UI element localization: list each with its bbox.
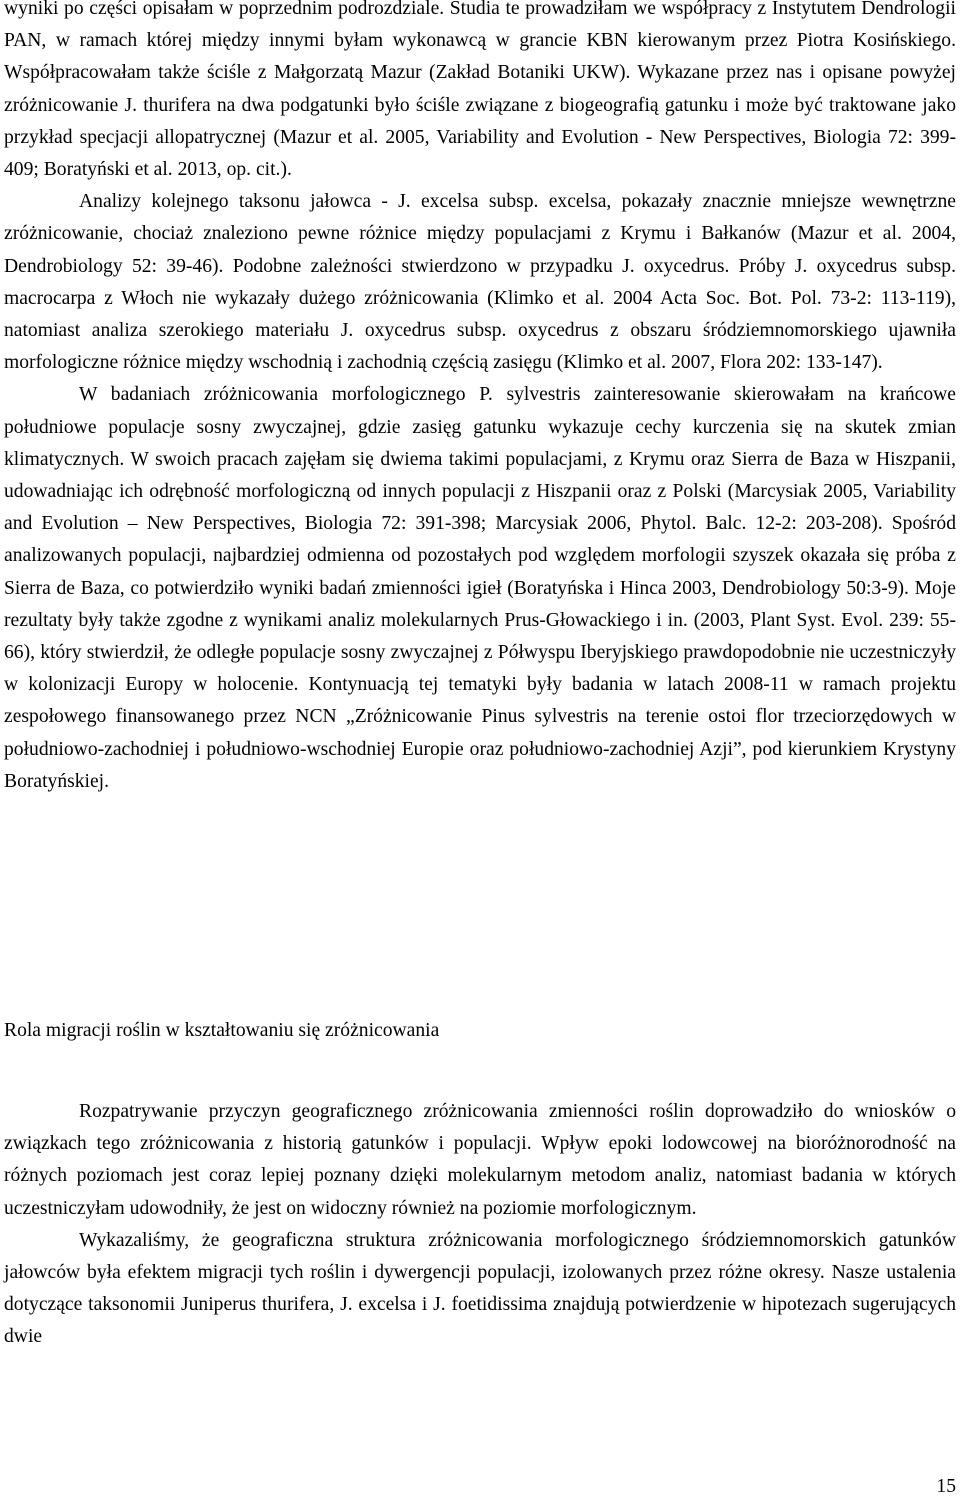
page-number: 15 [936, 1476, 956, 1497]
body-text-bottom [4, 1096, 956, 1354]
section-heading: Rola migracji roślin w kształtowaniu się zróżnicowania [4, 1020, 440, 1041]
paragraph: wyniki po części opisałam w poprzednim podrozdziale. Studia te prowadziłam we współpracy z Instytutem Dendrologii PAN, w ramach której między innymi byłam wykonawcą w grancie KBN kierowanym przez Piotra Kosińskiego. Współpracowałam także ściśle z Małgorzatą Mazur (Zakład Botaniki UKW). Wykazane przez nas i opisane powyżej zróżnicowanie J. thurifera na dwa podgatunki było ściśle związane z biogeografią gatunku i może być traktowane jako przykład specjacji allopatrycznej (Mazur et al. 2005, Variability and Evolution - New Perspectives, Biologia 72: 399-409; Boratyński et al. 2013, op. cit.). [4, 0, 956, 181]
paragraph: Rozpatrywanie przyczyn geograficznego zróżnicowania zmienności roślin doprowadziło do wniosków o związkach tego zróżnicowania z historią gatunków i populacji. Wpływ epoki lodowcowej na bioróżnorodność na różnych poziomach jest coraz lepiej poznany dzięki molekularnym metodom analiz, natomiast badania w których uczestniczyłam udowodniły, że jest on widoczny również na poziomie morfologicznym. [4, 1101, 956, 1219]
paragraph: Analizy kolejnego taksonu jałowca - J. excelsa subsp. excelsa, pokazały znacznie mniejsze wewnętrzne zróżnicowanie, chociaż znaleziono pewne różnice między populacjami z Krymu i Bałkanów (Mazur et al. 2004, Dendrobiology 52: 39-46). Podobne zależności stwierdzono w przypadku J. oxycedrus. Próby J. oxycedrus subsp. macrocarpa z Włoch nie wykazały dużego zróżnicowania (Klimko et al. 2004 Acta Soc. Bot. Pol. 73-2: 113-119), natomiast analiza szerokiego materiału J. oxycedrus subsp. oxycedrus z obszaru śródziemnomorskiego ujawniła morfologiczne różnice między wschodnią i zachodnią częścią zasięgu (Klimko et al. 2007, Flora 202: 133-147). [4, 191, 956, 374]
paragraph: W badaniach zróżnicowania morfologicznego P. sylvestris zainteresowanie skierowałam na krańcowe południowe populacje sosny zwyczajnej, gdzie zasięg gatunku wykazuje cechy kurczenia się na skutek zmian klimatycznych. W swoich pracach zajęłam się dwiema takimi populacjami, z Krymu oraz Sierra de Baza w Hiszpanii, udowadniając ich odrębność morfologiczną od innych populacji z Hiszpanii oraz z Polski (Marcysiak 2005, Variability and Evolution – New Perspectives, Biologia 72: 391-398; Marcysiak 2006, Phytol. Balc. 12-2: 203-208). Spośród analizowanych populacji, najbardziej odmienna od pozostałych pod względem morfologii szyszek okazała się próba z Sierra de Baza, co potwierdziło wyniki badań zmienności igieł (Boratyńska i Hinca 2003, Dendrobiology 50:3-9). Moje rezultaty były także zgodne z wynikami analiz molekularnych Prus-Głowackiego i in. (2003, Plant Syst. Evol. 239: 55-66), który stwierdził, że odległe populacje sosny zwyczajnej z Półwyspu Iberyjskiego prawdopodobnie nie uczestniczyły w kolonizacji Europy w holocenie. Kontynuacją tej tematyki były badania w latach 2008-11 w ramach projektu zespołowego finansowanego przez NCN „Zróżnicowanie Pinus sylvestris na terenie ostoi flor trzeciorzędowych w południowo-zachodniej i południowo-wschodniej Europie oraz południowo-zachodniej Azji”, pod kierunkiem Krystyny Boratyńskiej. [4, 384, 956, 792]
body-text-top [4, 0, 956, 798]
paragraph: Wykazaliśmy, że geograficzna struktura zróżnicowania morfologicznego śródziemnomorskich gatunków jałowców była efektem migracji tych roślin i dywergencji populacji, izolowanych przez różne okresy. Nasze ustalenia dotyczące taksonomii Juniperus thurifera, J. excelsa i J. foetidissima znajdują potwierdzenie w hipotezach sugerujących dwie [4, 1229, 956, 1348]
